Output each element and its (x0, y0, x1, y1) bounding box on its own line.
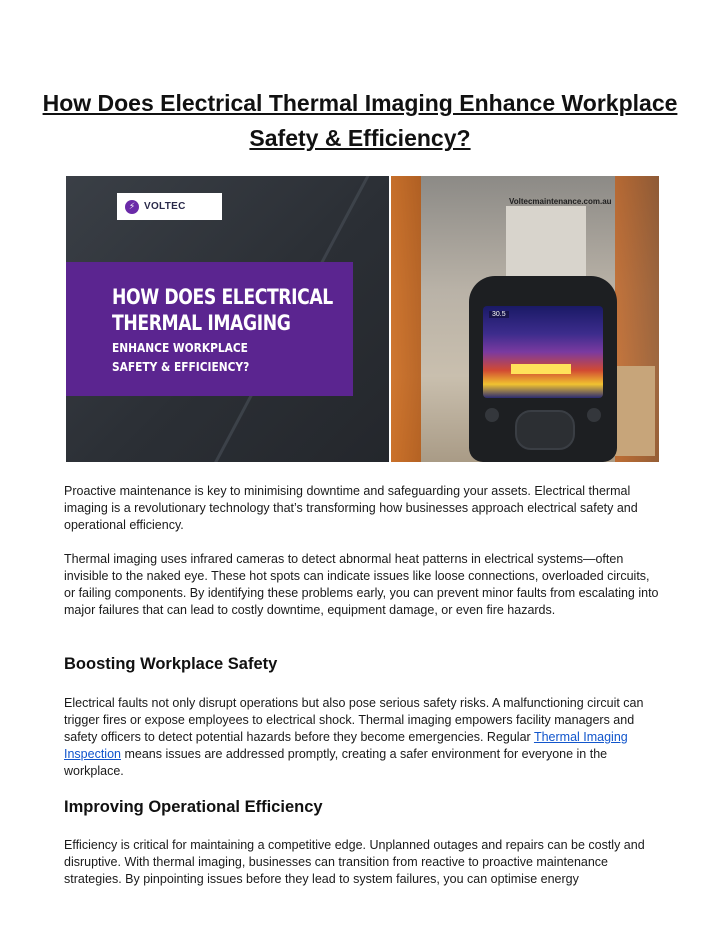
shelf-left (391, 176, 421, 462)
safety-paragraph (64, 695, 664, 780)
hero-banner-panel (66, 176, 389, 462)
hero-image (66, 176, 659, 462)
hot-spot (511, 364, 571, 374)
banner-line-1: HOW DOES ELECTRICAL (112, 285, 333, 309)
hero-photo-panel (391, 176, 659, 462)
page-title: How Does Electrical Thermal Imaging Enhance Workplace Safety & Efficiency? (42, 90, 678, 151)
section-heading-safety: Boosting Workplace Safety (64, 655, 278, 673)
thermal-paragraph: Thermal imaging uses infrared cameras to detect abnormal heat patterns in electrical systems—often invisible to the naked eye. These hot spots can indicate issues like loose connections, overloaded circuits, or failing components. By identifying these problems early, you can prevent minor faults from escalating into major failures that can lead to costly downtime, equipment damage, or even fire hazards. (64, 552, 659, 617)
purple-banner (66, 262, 353, 396)
camera-button-icon (587, 408, 601, 422)
safety-text: Electrical faults not only disrupt operations but also pose serious safety risks. A malfunctioning circuit can trigger fires or expose employees to electrical shock. Thermal imaging empowers facility managers and safety officers to detect potential hazards before they become emergencies. Regular (64, 696, 644, 744)
safety-text-end: means issues are addressed promptly, creating a safer environment for everyone in the workplace. (64, 747, 608, 778)
camera-screen (483, 306, 603, 398)
banner-line-2: THERMAL IMAGING (112, 311, 291, 335)
temperature-readout: 30.5 (489, 311, 509, 318)
banner-line-4: SAFETY & EFFICIENCY? (112, 359, 250, 374)
thermal-imaging-inspection-link[interactable]: Thermal Imaging Inspection (64, 730, 628, 761)
efficiency-paragraph: Efficiency is critical for maintaining a competitive edge. Unplanned outages and repairs can be costly and disruptive. With thermal imaging, businesses can transition from reactive to proactive maintenance strategies. By pinpointing issues before they lead to system failures, you can optimise energy (64, 838, 645, 886)
bolt-icon: ⚡ (125, 200, 139, 214)
intro-paragraph: Proactive maintenance is key to minimising downtime and safeguarding your assets. Electrical thermal imaging is a revolutionary technology that’s transforming how businesses approach electrical safety and operational efficiency. (64, 484, 638, 532)
section-heading-efficiency: Improving Operational Efficiency (64, 798, 323, 816)
website-text: Voltecmaintenance.com.au (509, 197, 612, 206)
storage-box (615, 366, 655, 456)
logo-text: VOLTEC (144, 201, 186, 212)
camera-joystick-icon (515, 410, 575, 450)
camera-button-icon (485, 408, 499, 422)
thermal-camera (469, 276, 617, 462)
banner-line-3: ENHANCE WORKPLACE (112, 340, 248, 355)
voltec-logo (117, 193, 222, 220)
